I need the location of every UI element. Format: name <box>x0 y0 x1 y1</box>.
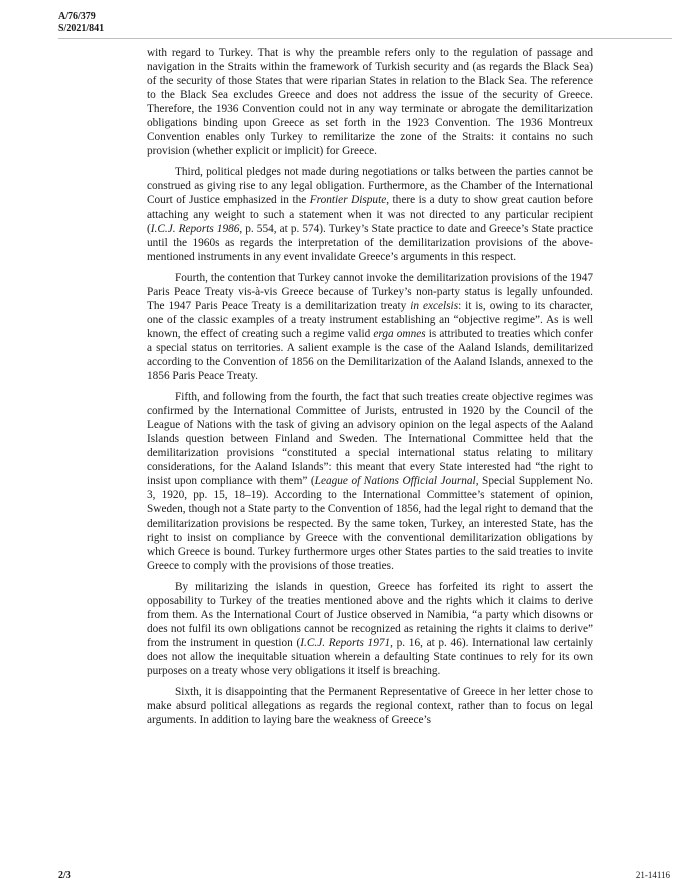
paragraph-fifth <box>147 390 593 573</box>
italic-citation: erga omnes <box>373 327 426 340</box>
document-symbol-ga: A/76/379 <box>58 11 96 22</box>
italic-citation: I.C.J. Reports 1971 <box>300 636 391 649</box>
text-run: , there is a duty to show great caution before attaching any weight to such a statement when it was not directed to any particular recipient ( <box>147 194 593 235</box>
text-run: Fifth, and following from the fourth, the fact that such treaties create objective regimes was confirmed by the International Committee of Jurists, entrusted in 1920 by the Council of the League of Nations with the task of giving an advisory opinion on the legal aspects of the Aaland Islands question between Finland and Sweden. The International Committee held that the demilitarization provisions “constituted a special international status relating to military considerations, for the Aaland Islands”: this meant that every State interested had “the right to insist upon compliance with them” ( <box>147 391 593 488</box>
text-run: : it is, owing to its character, one of the classic examples of a treaty instrument establishing an “objective regime”. As is well known, the effect of creating such a regime valid <box>147 299 593 340</box>
italic-citation: League of Nations Official Journal <box>314 475 476 488</box>
paragraph-third <box>147 165 593 263</box>
paragraph-fourth <box>147 271 593 383</box>
italic-citation: Frontier Dispute <box>309 194 387 207</box>
text-run: By militarizing the islands in question, Greece has forfeited its right to assert the opposability to Turkey of the treaties mentioned above and the rights which it claims to derive from them. As the International Court of Justice observed in Namibia, “a party which disowns or does not fulfil its own obligations cannot be recognized as retaining the rights it claims to derive” from the instrument in question ( <box>147 580 593 649</box>
text-run: , p. 554, at p. 574). Turkey’s State practice to date and Greece’s State practice until the 1960s as regards the interpretation of the demilitarization provisions of the above-mentioned instruments in any event invalidate Greece’s arguments in this respect. <box>147 222 593 263</box>
text-run: Sixth, it is disappointing that the Permanent Representative of Greece in her letter chose to make absurd political allegations as regards the regional context, rather than to focus on legal arguments. In addition to laying bare the weakness of Greece’s <box>147 686 593 727</box>
paragraph-forfeit <box>147 580 593 678</box>
document-symbol-sc: S/2021/841 <box>58 23 105 34</box>
text-run: Fourth, the contention that Turkey cannot invoke the demilitarization provisions of the 1947 Paris Peace Treaty vis-à-vis Greece because of Turkey’s non-party status is legally unfounded. The 1947 Paris Peace Treaty is a demilitarization treaty <box>147 271 593 312</box>
document-body <box>147 46 593 734</box>
document-code: 21-14116 <box>635 870 670 880</box>
text-run: is attributed to treaties which confer a special status on territories. A salient example is the case of the Aaland Islands, demilitarized according to the Convention of 1856 on the Demilitarization of the Aaland Islands, annexed to the 1856 Paris Peace Treaty. <box>147 327 593 383</box>
italic-citation: in excelsis <box>410 299 459 312</box>
paragraph-sixth <box>147 685 593 727</box>
text-run: , p. 16, at p. 46). International law certainly does not allow the inequitable situation wherein a defaulting State continues to rely for its own purposes on a treaty whose very obligations it itself is breaching. <box>147 636 593 677</box>
page-number: 2/3 <box>58 870 71 881</box>
text-run: with regard to Turkey. That is why the preamble refers only to the regulation of passage and navigation in the Straits within the framework of Turkish security and (as regards the Black Sea) of the security of those States that were riparian States in relation to the Black Sea. The reference to the Black Sea excludes Greece and does not address the issue of the security of Greece. Therefore, the 1936 Convention could not in any way terminate or abrogate the demilitarization obligations binding upon Greece as set forth in the 1923 Convention. The 1936 Montreux Convention enables only Turkey to remilitarize the zone of the Straits: it contains no such provision (whether explicit or implicit) for Greece. <box>147 47 593 158</box>
paragraph-continuation <box>147 46 593 158</box>
italic-citation: I.C.J. Reports 1986 <box>150 222 240 235</box>
document-symbol <box>58 11 104 35</box>
header-rule <box>58 38 672 39</box>
text-run: Third, political pledges not made during negotiations or talks between the parties cannot be construed as giving rise to any legal obligation. Furthermore, as the Chamber of the International Court of Justice emphasized in the <box>147 166 593 207</box>
text-run: , Special Supplement No. 3, 1920, pp. 15, 18–19). According to the International Committee’s statement of opinion, Sweden, though not a State party to the Convention of 1856, had the legal right to demand that the demilitarization provisions be respected. By the same token, Turkey, an interested State, has the right to insist on compliance by Greece with the conventional demilitarization obligations by which Greece is bound. Turkey furthermore urges other States parties to the said treaties to invite Greece to comply with the provisions of those treaties. <box>147 475 593 572</box>
